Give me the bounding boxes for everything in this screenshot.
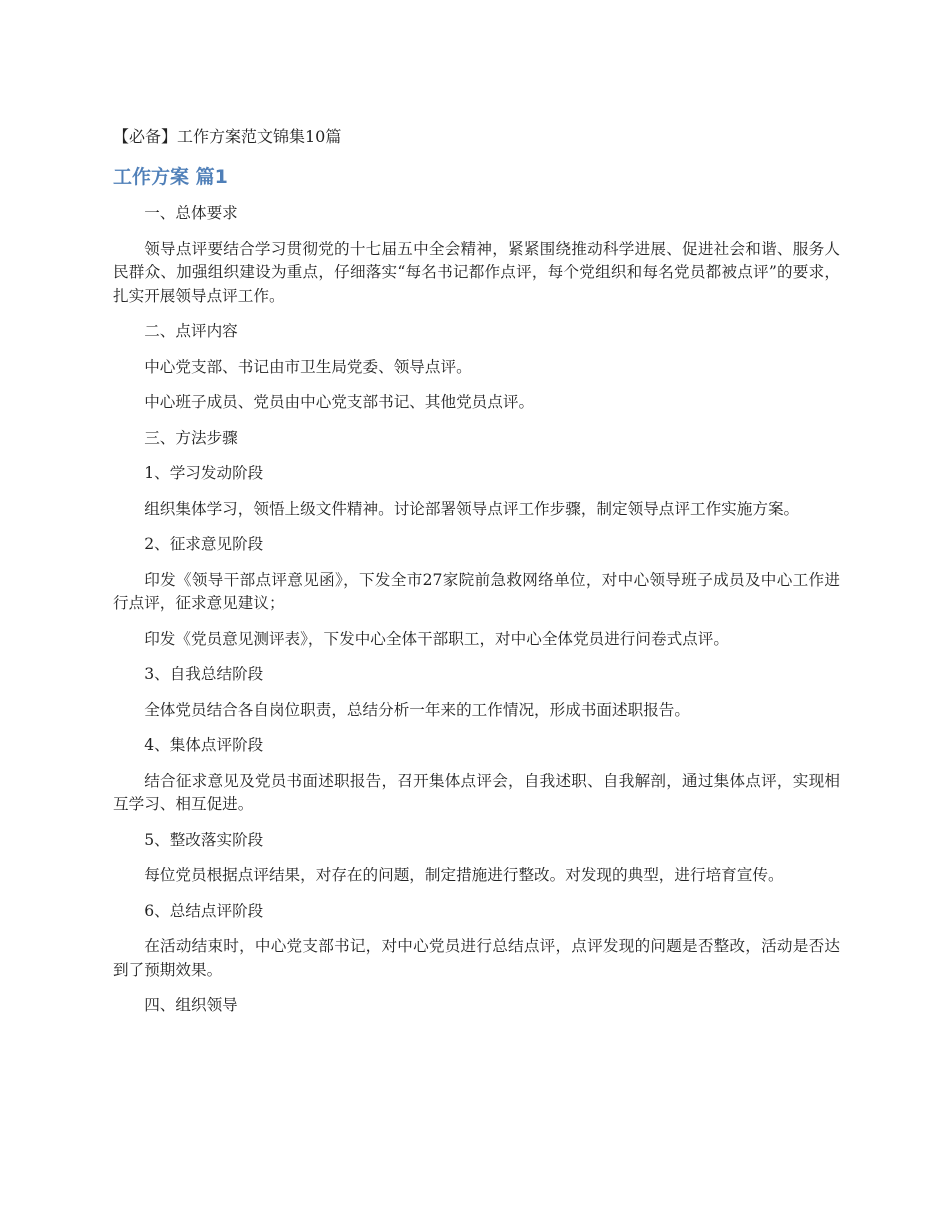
- paragraph-step-2: 2、征求意见阶段: [144, 535, 264, 553]
- paragraph-step-3: 3、自我总结阶段: [144, 665, 264, 683]
- section-heading: 工作方案 篇1: [113, 166, 228, 188]
- paragraph-step-5: 5、整改落实阶段: [144, 830, 264, 849]
- paragraph: 印发《领导干部点评意见函》，下发全市27家院前急救网络单位，对中心领导班子成员及中心工作进行点评，征求意见建议；: [113, 570, 840, 612]
- paragraph-step-4: 4、集体点评阶段: [144, 736, 264, 754]
- paragraph-general-requirements: 一、总体要求: [144, 204, 238, 222]
- paragraph-organization-leadership: 四、组织领导: [144, 996, 238, 1014]
- paragraph-step-6: 6、总结点评阶段: [144, 901, 264, 920]
- paragraph: 印发《党员意见测评表》，下发中心全体干部职工，对中心全体党员进行问卷式点评。: [144, 629, 729, 648]
- paragraph: 中心党支部、书记由市卫生局党委、领导点评。: [144, 357, 472, 376]
- paragraph: 在活动结束时，中心党支部书记，对中心党员进行总结点评，点评发现的问题是否整改，活动是否达到了预期效果。: [113, 937, 840, 979]
- paragraph: 每位党员根据点评结果，对存在的问题，制定措施进行整改。对发现的典型，进行培育宣传。: [144, 866, 784, 884]
- document-body: [113, 202, 840, 1030]
- paragraph-step-1: 1、学习发动阶段: [144, 464, 264, 482]
- paragraph: 中心班子成员、党员由中心党支部书记、其他党员点评。: [144, 393, 535, 411]
- paragraph: 全体党员结合各自岗位职责，总结分析一年来的工作情况，形成书面述职报告。: [144, 700, 690, 719]
- paragraph-review-content: 二、点评内容: [144, 322, 238, 340]
- paragraph-method-steps: 三、方法步骤: [144, 428, 238, 447]
- paragraph: 结合征求意见及党员书面述职报告，召开集体点评会，自我述职、自我解剖，通过集体点评，实现相互学习、相互促进。: [113, 771, 840, 813]
- paragraph: 领导点评要结合学习贯彻党的十七届五中全会精神，紧紧围绕推动科学进展、促进社会和谐、服务人民群众、加强组织建设为重点，仔细落实“每名书记都作点评，每个党组织和每名党员都被点评”的要求，扎实开展领导点评工作。: [113, 239, 840, 305]
- document-title: 【必备】工作方案范文锦集10篇: [113, 127, 342, 146]
- paragraph: 组织集体学习，领悟上级文件精神。讨论部署领导点评工作步骤，制定领导点评工作实施方案。: [144, 499, 800, 518]
